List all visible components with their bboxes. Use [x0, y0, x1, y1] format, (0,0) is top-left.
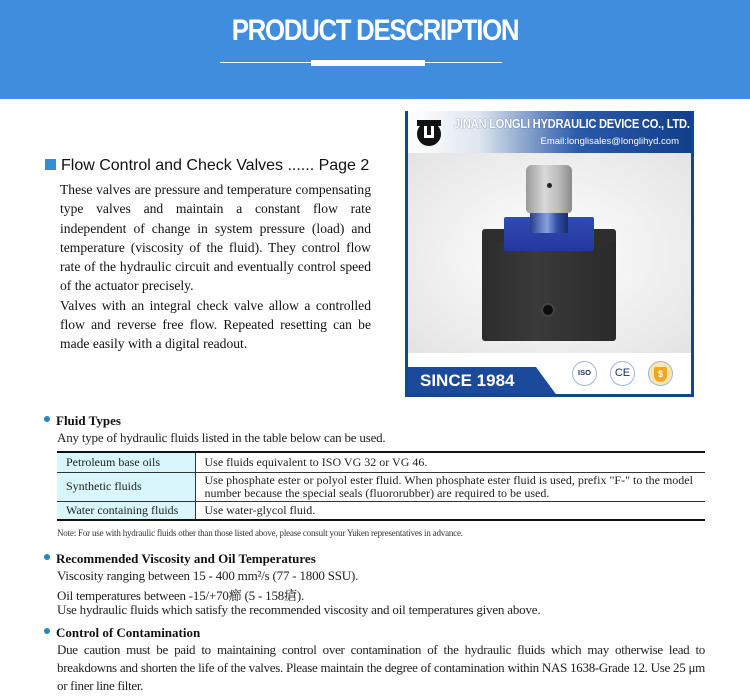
shield-dollar-icon: $ — [648, 361, 673, 386]
round-bullet-icon — [44, 628, 50, 634]
panel-footer — [408, 353, 691, 397]
intro-paragraph: Valves with an integral check valve allow a controlled flow and reverse free flow. Repeated resetting can be made easily with a digital readout. — [60, 297, 371, 352]
intro-heading-text: Flow Control and Check Valves ...... Page 2 — [61, 157, 370, 174]
viscosity-title: Recommended Viscosity and Oil Temperatures — [44, 551, 316, 567]
table-row — [57, 501, 705, 520]
contamination-body: Due caution must be paid to maintaining control over contamination of the hydraulic fluids which may otherwise lead to breakdowns and shorten the life of the valves. Please maintain the degree of contamination within NAS 1638-Grade 12. Use 25 μm or finer line filter. — [57, 642, 705, 693]
fluid-type-cell: Water containing fluids — [57, 501, 195, 520]
round-bullet-icon — [44, 554, 50, 560]
product-image-panel — [405, 111, 694, 397]
fluid-types-table — [57, 451, 705, 521]
valve-body — [482, 241, 616, 341]
page-title: PRODUCT DESCRIPTION — [231, 14, 519, 47]
table-row — [57, 452, 705, 472]
fluid-types-note: Note: For use with hydraulic fluids other than those listed above, please consult your Yuken representatives in advance. — [57, 528, 463, 538]
viscosity-line: Oil temperatures between -15/+70癤 (5 - 158瘡). — [57, 588, 305, 603]
valve-port — [541, 303, 555, 317]
ce-badge-icon: CE — [610, 361, 635, 386]
fluid-type-cell: Synthetic fluids — [57, 472, 195, 501]
intro-heading — [45, 157, 369, 175]
company-name: JINAN LONGLI HYDRAULIC DEVICE CO., LTD. — [454, 116, 690, 131]
header-banner — [0, 0, 750, 99]
intro-body — [60, 180, 371, 354]
fluid-description-cell: Use phosphate ester or polyol ester fluid. When phosphate ester fluid is used, prefix "F-" to the model number because the special seals (fluororubber) are required to be used. — [195, 472, 705, 501]
table-row — [57, 472, 705, 501]
fluid-description-cell: Use fluids equivalent to ISO VG 32 or VG 46. — [195, 452, 705, 472]
intro-paragraph: These valves are pressure and temperature compensating type valves and maintain a constant flow rate independent of change in system pressure (load) and temperature (viscosity of the fluid). They control flow rate of the hydraulic circuit and eventually control speed of the actuator precisely. — [60, 182, 371, 294]
viscosity-line: Use hydraulic fluids which satisfy the recommended viscosity and oil temperatures given above. — [57, 602, 541, 617]
company-email: Email:longlisales@longlihyd.com — [540, 136, 679, 147]
square-bullet-icon — [45, 159, 56, 170]
company-header — [408, 111, 691, 153]
fluid-types-title: Fluid Types — [44, 413, 121, 429]
round-bullet-icon — [44, 416, 50, 422]
fluid-types-intro: Any type of hydraulic fluids listed in the table below can be used. — [57, 430, 386, 445]
valve-adjust-knob — [526, 165, 572, 213]
valve-collar — [530, 211, 568, 233]
fluid-type-cell: Petroleum base oils — [57, 452, 195, 472]
iso-badge-icon: ISO — [572, 361, 597, 386]
viscosity-line: Viscosity ranging between 15 - 400 mm²/s (77 - 1800 SSU). — [57, 568, 359, 583]
company-logo-icon — [414, 117, 444, 147]
since-text: SINCE 1984 — [420, 371, 515, 390]
product-photo — [408, 153, 691, 353]
contamination-title: Control of Contamination — [44, 625, 200, 641]
fluid-description-cell: Use water-glycol fluid. — [195, 501, 705, 520]
title-underline-accent — [311, 60, 425, 66]
